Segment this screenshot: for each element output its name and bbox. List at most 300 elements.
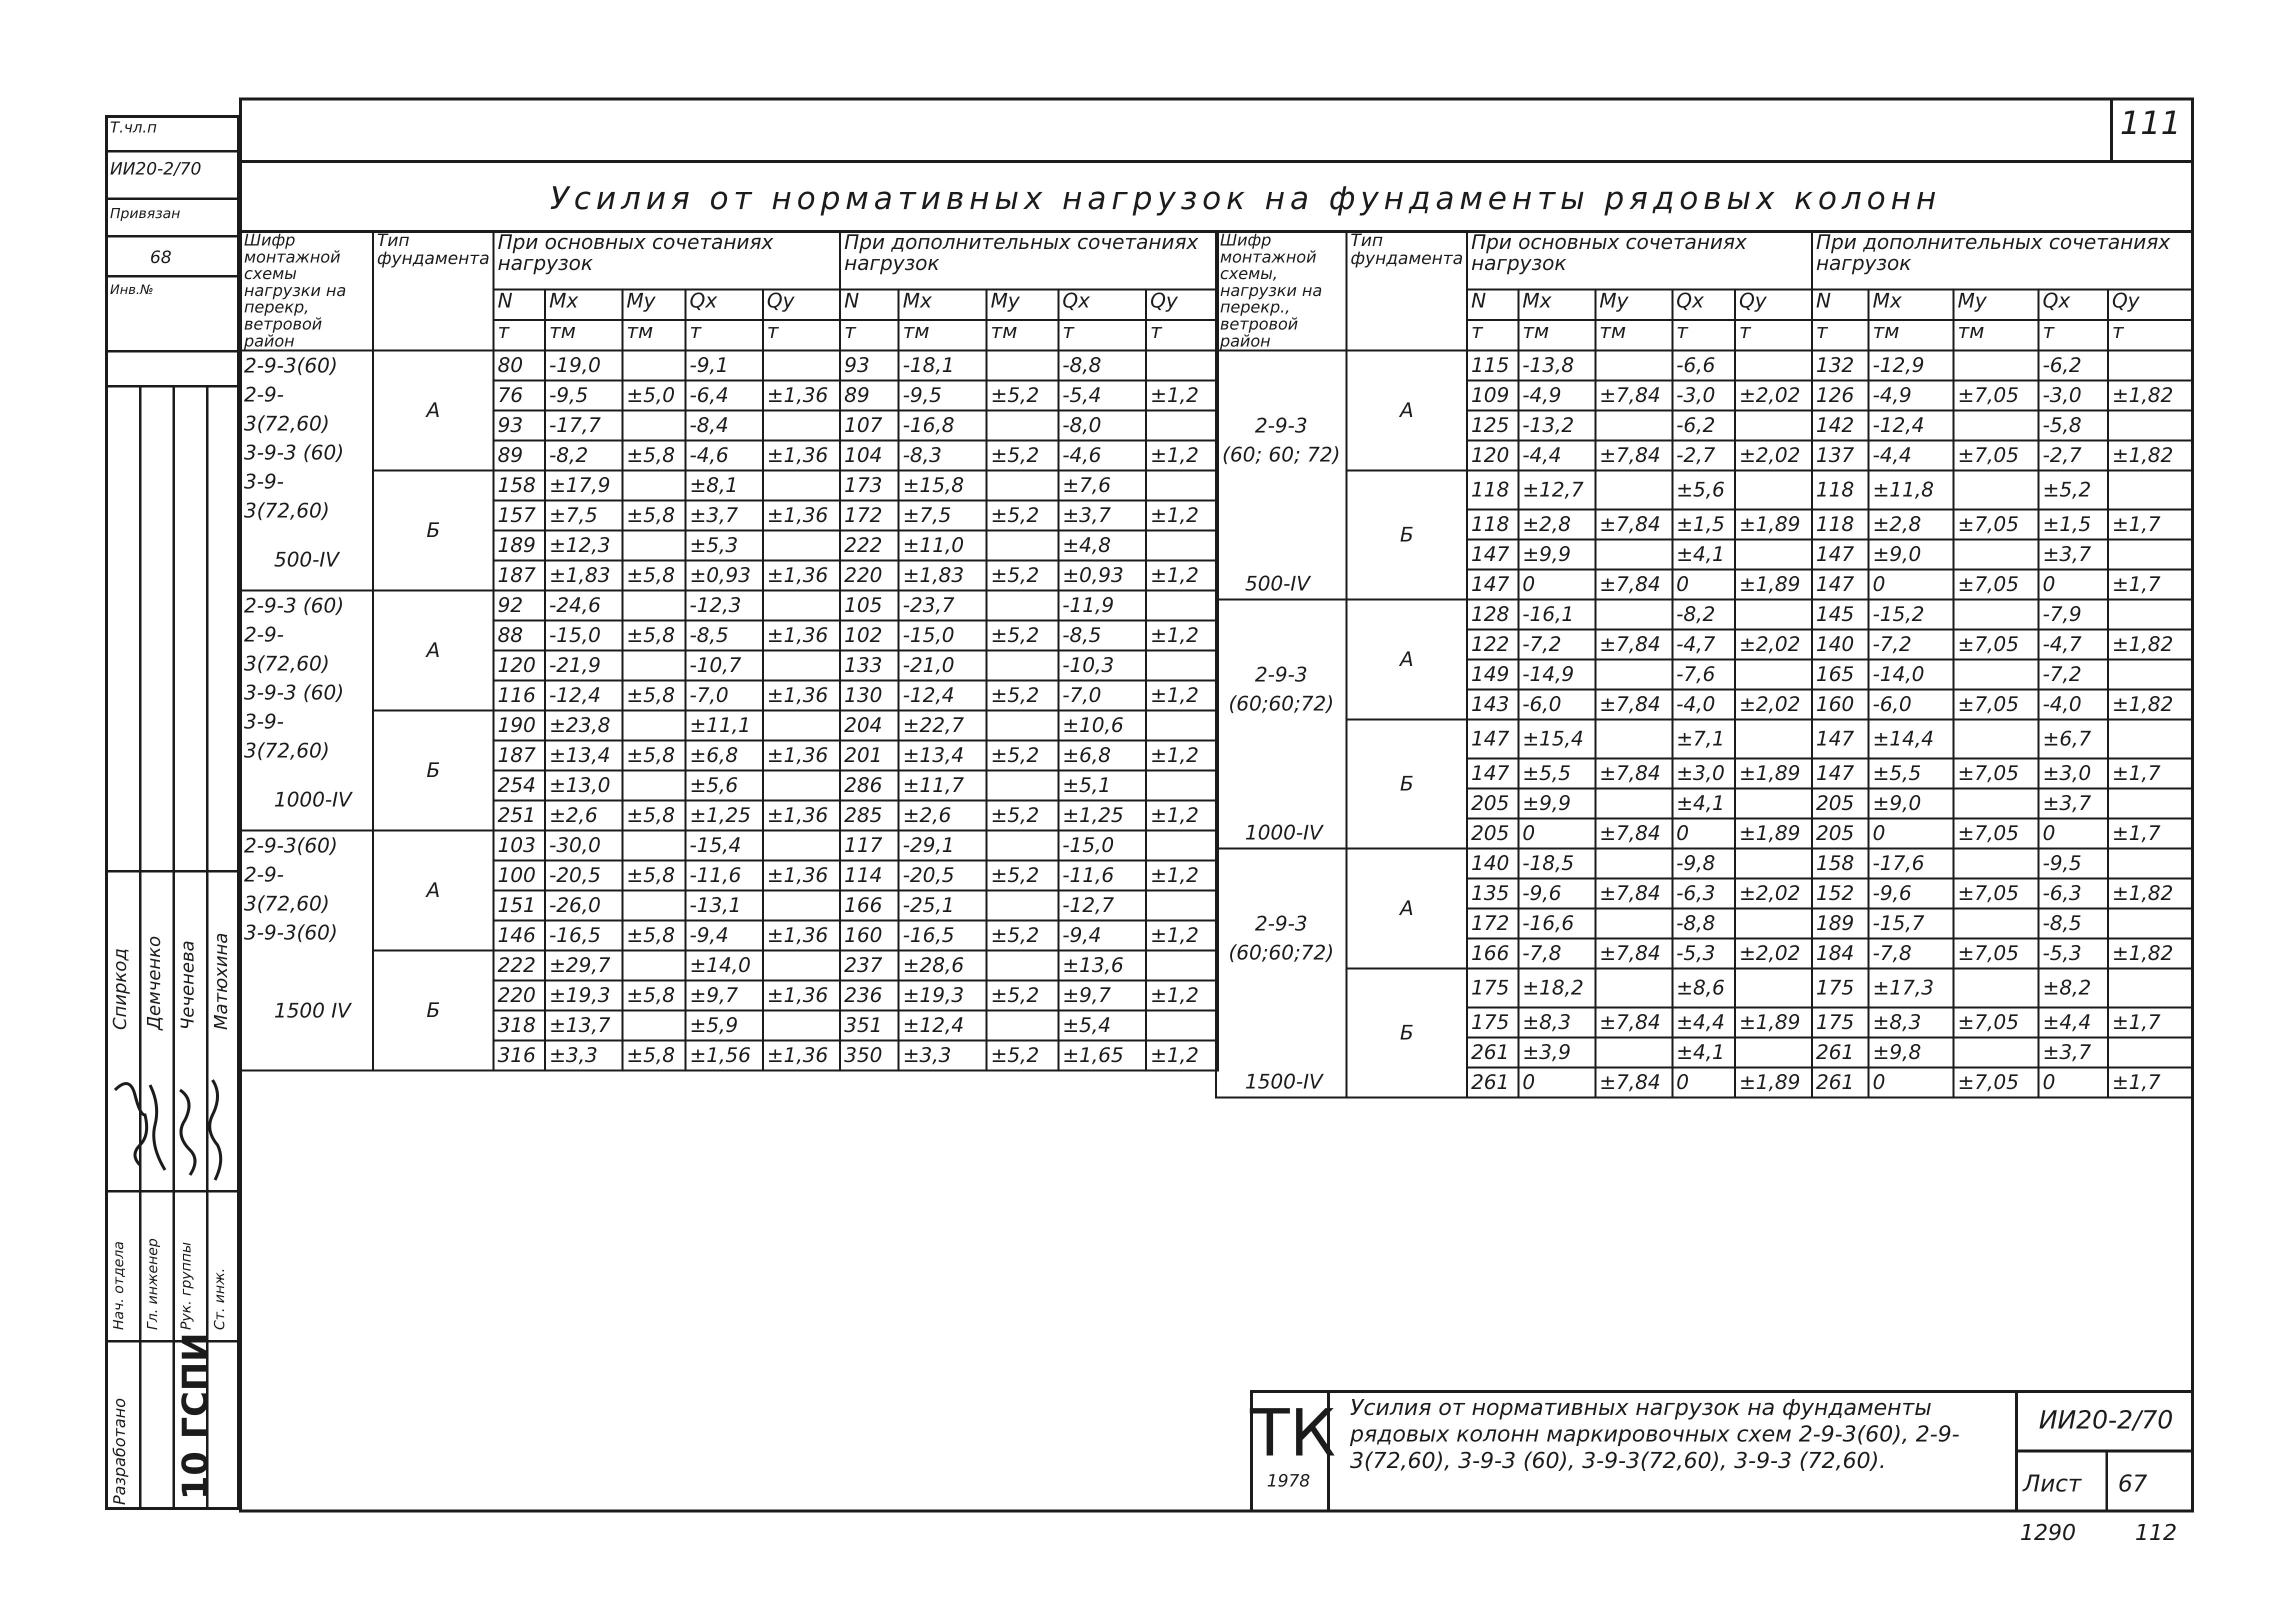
value-cell: -6,2 bbox=[2038, 350, 2108, 380]
value-cell: ±1,7 bbox=[2108, 1008, 2193, 1038]
value-cell: 285 bbox=[840, 800, 898, 830]
value-cell: ±13,7 bbox=[545, 1010, 622, 1040]
value-cell: ±1,7 bbox=[2108, 1068, 2193, 1098]
shifr-line: 2-9-3(72,60) bbox=[244, 864, 330, 916]
value-cell: -6,0 bbox=[1868, 690, 1954, 720]
value-cell: ±1,2 bbox=[1146, 980, 1218, 1010]
value-cell: ±7,05 bbox=[1954, 1068, 2038, 1098]
value-cell bbox=[2108, 848, 2193, 878]
value-cell: 0 bbox=[1672, 570, 1736, 600]
value-cell: ±5,8 bbox=[622, 440, 686, 470]
margin-line-5: Инв.№ bbox=[110, 282, 154, 298]
foundation-type-cell: Б bbox=[373, 470, 494, 590]
value-cell: ±1,36 bbox=[763, 860, 840, 890]
value-cell: ±5,5 bbox=[1518, 758, 1596, 788]
value-cell: ±5,2 bbox=[986, 680, 1058, 710]
value-cell: -19,0 bbox=[545, 350, 622, 380]
value-cell: ±5,2 bbox=[986, 380, 1058, 410]
value-cell: ±18,2 bbox=[1518, 968, 1596, 1008]
col-header-shifr: Шифр монтажной схемы, нагрузки на перекр., ветровой район bbox=[1216, 231, 1346, 350]
value-cell: ±1,36 bbox=[763, 740, 840, 770]
value-cell: -14,0 bbox=[1868, 660, 1954, 690]
col-header: Qx bbox=[1672, 290, 1736, 320]
value-cell: 172 bbox=[840, 500, 898, 530]
value-cell: ±17,9 bbox=[545, 470, 622, 500]
value-cell: 147 bbox=[1467, 540, 1518, 570]
value-cell bbox=[1735, 600, 1812, 630]
value-cell: ±5,6 bbox=[1672, 470, 1736, 510]
col-header: My bbox=[1596, 290, 1672, 320]
value-cell bbox=[1735, 540, 1812, 570]
value-cell: ±1,2 bbox=[1146, 620, 1218, 650]
value-cell bbox=[986, 410, 1058, 440]
value-cell: ±5,8 bbox=[622, 500, 686, 530]
value-cell: 135 bbox=[1467, 878, 1518, 908]
shifr-top bbox=[1220, 660, 1342, 718]
value-cell: -13,1 bbox=[686, 890, 763, 920]
value-cell bbox=[763, 590, 840, 620]
value-cell: ±7,84 bbox=[1596, 758, 1672, 788]
value-cell: 201 bbox=[840, 740, 898, 770]
shifr-line: 3-9-3 (60) bbox=[244, 442, 344, 465]
value-cell: -6,3 bbox=[1672, 878, 1736, 908]
value-cell: ±15,4 bbox=[1518, 720, 1596, 758]
value-cell: 149 bbox=[1467, 660, 1518, 690]
value-cell bbox=[1735, 470, 1812, 510]
value-cell: -8,0 bbox=[1058, 410, 1146, 440]
value-cell: 350 bbox=[840, 1040, 898, 1070]
col-header: N bbox=[1467, 290, 1518, 320]
value-cell: ±2,02 bbox=[1735, 938, 1812, 968]
value-cell: -7,6 bbox=[1672, 660, 1736, 690]
value-cell bbox=[763, 1010, 840, 1040]
value-cell bbox=[1954, 908, 2038, 938]
role-label: Разработано bbox=[110, 1398, 129, 1505]
value-cell: -9,6 bbox=[1868, 878, 1954, 908]
value-cell bbox=[1954, 540, 2038, 570]
shifr-cell bbox=[1216, 600, 1346, 848]
sheet-no-cell bbox=[2110, 98, 2113, 162]
unit-header: т bbox=[1058, 320, 1146, 350]
value-cell: ±5,2 bbox=[2038, 470, 2108, 510]
value-cell: ±8,1 bbox=[686, 470, 763, 500]
value-cell: ±8,3 bbox=[1518, 1008, 1596, 1038]
value-cell: ±5,2 bbox=[986, 860, 1058, 890]
value-cell: ±5,2 bbox=[986, 620, 1058, 650]
value-cell bbox=[2108, 470, 2193, 510]
value-cell bbox=[1954, 848, 2038, 878]
name-label: Чеченева bbox=[178, 940, 198, 1030]
value-cell: ±3,0 bbox=[1672, 758, 1736, 788]
value-cell bbox=[763, 890, 840, 920]
value-cell: -17,7 bbox=[545, 410, 622, 440]
value-cell: ±1,82 bbox=[2108, 440, 2193, 470]
value-cell: ±11,7 bbox=[898, 770, 986, 800]
value-cell bbox=[622, 950, 686, 980]
value-cell: ±7,84 bbox=[1596, 380, 1672, 410]
document-code: ИИ20-2/70 bbox=[2015, 1390, 2194, 1452]
col-header: My bbox=[1954, 290, 2038, 320]
unit-header: тм bbox=[986, 320, 1058, 350]
value-cell: 189 bbox=[494, 530, 545, 560]
value-cell bbox=[1735, 788, 1812, 818]
value-cell: -7,8 bbox=[1868, 938, 1954, 968]
col-header: Mx bbox=[545, 290, 622, 320]
value-cell: ±5,2 bbox=[986, 1040, 1058, 1070]
value-cell bbox=[1735, 908, 1812, 938]
value-cell: -6,0 bbox=[1518, 690, 1596, 720]
col-header-tip: Тип фундамента bbox=[1346, 231, 1467, 350]
value-cell: 205 bbox=[1812, 788, 1868, 818]
value-cell bbox=[1954, 720, 2038, 758]
value-cell: -23,7 bbox=[898, 590, 986, 620]
value-cell: ±5,2 bbox=[986, 500, 1058, 530]
value-cell: -2,7 bbox=[1672, 440, 1736, 470]
col-header: Mx bbox=[1868, 290, 1954, 320]
value-cell: ±2,02 bbox=[1735, 690, 1812, 720]
margin-divider bbox=[105, 150, 240, 152]
value-cell: ±2,02 bbox=[1735, 380, 1812, 410]
title-divider bbox=[239, 160, 2194, 163]
unit-header: тм bbox=[1954, 320, 2038, 350]
shifr-line: 1000-IV bbox=[274, 788, 352, 812]
foundation-type-cell: Б bbox=[373, 950, 494, 1070]
value-cell: 165 bbox=[1812, 660, 1868, 690]
value-cell: 187 bbox=[494, 740, 545, 770]
value-cell: ±12,4 bbox=[898, 1010, 986, 1040]
value-cell: -9,5 bbox=[898, 380, 986, 410]
value-cell: ±9,9 bbox=[1518, 540, 1596, 570]
value-cell: 236 bbox=[840, 980, 898, 1010]
value-cell: -7,2 bbox=[2038, 660, 2108, 690]
name-label: Демченко bbox=[144, 936, 164, 1030]
value-cell: 152 bbox=[1812, 878, 1868, 908]
value-cell: 351 bbox=[840, 1010, 898, 1040]
value-cell: 175 bbox=[1467, 1008, 1518, 1038]
value-cell: ±10,6 bbox=[1058, 710, 1146, 740]
shifr-line bbox=[244, 948, 369, 976]
unit-header: т bbox=[840, 320, 898, 350]
value-cell: 151 bbox=[494, 890, 545, 920]
value-cell: ±5,8 bbox=[622, 980, 686, 1010]
value-cell: 146 bbox=[494, 920, 545, 950]
value-cell: -8,2 bbox=[545, 440, 622, 470]
value-cell: ±14,4 bbox=[1868, 720, 1954, 758]
value-cell: -12,4 bbox=[898, 680, 986, 710]
shifr-top bbox=[1220, 910, 1342, 968]
role-label: Рук. группы bbox=[178, 1242, 194, 1330]
value-cell: 128 bbox=[1467, 600, 1518, 630]
value-cell: 147 bbox=[1467, 758, 1518, 788]
value-cell: 175 bbox=[1812, 1008, 1868, 1038]
value-cell: ±7,05 bbox=[1954, 758, 2038, 788]
shifr-line: 2-9-3(72,60) bbox=[244, 624, 330, 676]
value-cell bbox=[1735, 848, 1812, 878]
value-cell: 114 bbox=[840, 860, 898, 890]
value-cell: -6,3 bbox=[2038, 878, 2108, 908]
value-cell: ±13,4 bbox=[898, 740, 986, 770]
value-cell: -12,9 bbox=[1868, 350, 1954, 380]
value-cell: 147 bbox=[1467, 720, 1518, 758]
value-cell: -18,5 bbox=[1518, 848, 1596, 878]
value-cell: 318 bbox=[494, 1010, 545, 1040]
value-cell: ±6,8 bbox=[686, 740, 763, 770]
value-cell bbox=[1735, 720, 1812, 758]
value-cell: ±17,3 bbox=[1868, 968, 1954, 1008]
value-cell: ±14,0 bbox=[686, 950, 763, 980]
value-cell: 204 bbox=[840, 710, 898, 740]
unit-header: т bbox=[763, 320, 840, 350]
value-cell: ±7,05 bbox=[1954, 690, 2038, 720]
value-cell: 93 bbox=[840, 350, 898, 380]
value-cell: 173 bbox=[840, 470, 898, 500]
foundation-type-cell: Б bbox=[1346, 470, 1467, 600]
value-cell: ±23,8 bbox=[545, 710, 622, 740]
value-cell: ±3,3 bbox=[898, 1040, 986, 1070]
value-cell: ±19,3 bbox=[545, 980, 622, 1010]
value-cell bbox=[1954, 600, 2038, 630]
foundation-type-cell: А bbox=[1346, 350, 1467, 470]
value-cell: 160 bbox=[1812, 690, 1868, 720]
value-cell: 130 bbox=[840, 680, 898, 710]
value-cell: ±7,05 bbox=[1954, 1008, 2038, 1038]
value-cell: ±9,0 bbox=[1868, 788, 1954, 818]
value-cell: ±3,7 bbox=[1058, 500, 1146, 530]
value-cell: -10,3 bbox=[1058, 650, 1146, 680]
value-cell: ±7,84 bbox=[1596, 440, 1672, 470]
value-cell bbox=[2108, 600, 2193, 630]
value-cell bbox=[622, 350, 686, 380]
value-cell: 88 bbox=[494, 620, 545, 650]
value-cell: ±5,8 bbox=[622, 680, 686, 710]
value-cell: ±5,8 bbox=[622, 800, 686, 830]
value-cell: ±5,2 bbox=[986, 920, 1058, 950]
value-cell: ±9,0 bbox=[1868, 540, 1954, 570]
value-cell: -16,5 bbox=[545, 920, 622, 950]
value-cell: ±4,4 bbox=[2038, 1008, 2108, 1038]
value-cell bbox=[2108, 540, 2193, 570]
shifr-line: 2-9-3 bbox=[1254, 912, 1308, 936]
value-cell: 261 bbox=[1467, 1038, 1518, 1068]
value-cell: ±1,7 bbox=[2108, 570, 2193, 600]
value-cell: 166 bbox=[840, 890, 898, 920]
value-cell bbox=[1596, 350, 1672, 380]
value-cell: -9,4 bbox=[1058, 920, 1146, 950]
value-cell: 0 bbox=[1518, 570, 1596, 600]
value-cell: ±7,05 bbox=[1954, 878, 2038, 908]
col-header: Qy bbox=[763, 290, 840, 320]
margin-line-3: Привязан bbox=[110, 205, 180, 222]
value-cell: -7,8 bbox=[1518, 938, 1596, 968]
value-cell: -20,5 bbox=[898, 860, 986, 890]
value-cell: ±3,7 bbox=[2038, 788, 2108, 818]
value-cell: ±7,84 bbox=[1596, 510, 1672, 540]
value-cell: ±5,2 bbox=[986, 560, 1058, 590]
value-cell bbox=[1954, 968, 2038, 1008]
col-header: N bbox=[1812, 290, 1868, 320]
value-cell: ±5,3 bbox=[686, 530, 763, 560]
value-cell bbox=[763, 950, 840, 980]
value-cell: 222 bbox=[840, 530, 898, 560]
value-cell: 147 bbox=[1812, 720, 1868, 758]
value-cell: -4,9 bbox=[1868, 380, 1954, 410]
value-cell bbox=[1596, 660, 1672, 690]
value-cell bbox=[1596, 788, 1672, 818]
value-cell: 142 bbox=[1812, 410, 1868, 440]
value-cell bbox=[2108, 788, 2193, 818]
value-cell bbox=[2108, 350, 2193, 380]
value-cell: ±6,8 bbox=[1058, 740, 1146, 770]
value-cell: -17,6 bbox=[1868, 848, 1954, 878]
value-cell: ±1,36 bbox=[763, 920, 840, 950]
margin-line-2: ИИ20-2/70 bbox=[110, 159, 202, 179]
value-cell: ±5,2 bbox=[986, 440, 1058, 470]
value-cell: -3,0 bbox=[1672, 380, 1736, 410]
value-cell: 117 bbox=[840, 830, 898, 860]
value-cell: -8,2 bbox=[1672, 600, 1736, 630]
value-cell: ±19,3 bbox=[898, 980, 986, 1010]
shifr-top bbox=[1220, 412, 1342, 470]
value-cell: ±1,2 bbox=[1146, 500, 1218, 530]
value-cell: ±3,7 bbox=[686, 500, 763, 530]
value-cell: 166 bbox=[1467, 938, 1518, 968]
col-header: Qx bbox=[1058, 290, 1146, 320]
unit-header: т bbox=[1146, 320, 1218, 350]
value-cell bbox=[1735, 660, 1812, 690]
value-cell: 172 bbox=[1467, 908, 1518, 938]
value-cell: ±3,3 bbox=[545, 1040, 622, 1070]
shifr-cell bbox=[1216, 350, 1346, 600]
value-cell bbox=[1596, 968, 1672, 1008]
value-cell: -3,0 bbox=[2038, 380, 2108, 410]
value-cell bbox=[1596, 600, 1672, 630]
value-cell: ±12,7 bbox=[1518, 470, 1596, 510]
value-cell: ±1,89 bbox=[1735, 818, 1812, 848]
table-row bbox=[240, 950, 1218, 980]
value-cell bbox=[622, 890, 686, 920]
shifr-bottom: 500-IV bbox=[1245, 572, 1310, 596]
value-cell bbox=[763, 650, 840, 680]
value-cell: ±5,0 bbox=[622, 380, 686, 410]
value-cell: ±7,6 bbox=[1058, 470, 1146, 500]
title-block-description: Усилия от нормативных нагрузок на фундаменты рядовых колонн маркировочных схем 2-9-3(60), 2-9-3(72,60), 3-9-3 (60), 3-9-3(72,60), 3-9-3 (72,60). bbox=[1350, 1395, 1960, 1474]
value-cell bbox=[2108, 720, 2193, 758]
table-row bbox=[240, 350, 1218, 380]
value-cell: ±22,7 bbox=[898, 710, 986, 740]
value-cell bbox=[763, 770, 840, 800]
value-cell: 105 bbox=[840, 590, 898, 620]
shifr-line: 3-9-3(60) bbox=[244, 922, 338, 945]
value-cell: ±1,36 bbox=[763, 1040, 840, 1070]
unit-header: т bbox=[2038, 320, 2108, 350]
value-cell: ±5,2 bbox=[986, 980, 1058, 1010]
unit-header: т bbox=[1672, 320, 1736, 350]
value-cell: 0 bbox=[1518, 1068, 1596, 1098]
value-cell: -9,1 bbox=[686, 350, 763, 380]
value-cell: -16,5 bbox=[898, 920, 986, 950]
value-cell: -10,7 bbox=[686, 650, 763, 680]
col-header: N bbox=[494, 290, 545, 320]
value-cell: ±2,02 bbox=[1735, 878, 1812, 908]
value-cell: ±8,2 bbox=[2038, 968, 2108, 1008]
value-cell bbox=[1146, 410, 1218, 440]
shifr-cell bbox=[240, 830, 373, 1070]
value-cell: 147 bbox=[1812, 758, 1868, 788]
value-cell: ±1,36 bbox=[763, 380, 840, 410]
foundation-type-cell: А bbox=[373, 830, 494, 950]
value-cell: ±1,36 bbox=[763, 440, 840, 470]
foundation-type-cell: Б bbox=[1346, 720, 1467, 848]
value-cell bbox=[1735, 350, 1812, 380]
value-cell: 190 bbox=[494, 710, 545, 740]
value-cell: 261 bbox=[1812, 1038, 1868, 1068]
shifr-line: 3-9-3(72,60) bbox=[244, 470, 330, 523]
role-label: Нач. отдела bbox=[110, 1241, 126, 1330]
value-cell: 220 bbox=[840, 560, 898, 590]
value-cell bbox=[622, 1010, 686, 1040]
unit-header: т bbox=[494, 320, 545, 350]
shifr-bottom: 1000-IV bbox=[1245, 822, 1323, 845]
value-cell: -4,9 bbox=[1518, 380, 1596, 410]
value-cell: ±1,36 bbox=[763, 800, 840, 830]
value-cell bbox=[1735, 1038, 1812, 1068]
unit-header: тм bbox=[1868, 320, 1954, 350]
value-cell: -4,7 bbox=[2038, 630, 2108, 660]
value-cell: ±5,8 bbox=[622, 560, 686, 590]
value-cell: 175 bbox=[1467, 968, 1518, 1008]
value-cell: 158 bbox=[1812, 848, 1868, 878]
margin-divider bbox=[105, 198, 240, 200]
role-label: Ст. инж. bbox=[211, 1268, 228, 1330]
value-cell bbox=[1954, 410, 2038, 440]
value-cell bbox=[1146, 770, 1218, 800]
value-cell: 0 bbox=[1672, 1068, 1736, 1098]
shifr-line: 2-9-3(60) bbox=[244, 834, 338, 858]
value-cell: -8,3 bbox=[898, 440, 986, 470]
value-cell bbox=[986, 950, 1058, 980]
value-cell: 187 bbox=[494, 560, 545, 590]
shifr-line: 3-9-3 (60) bbox=[244, 682, 344, 705]
value-cell: -9,6 bbox=[1518, 878, 1596, 908]
value-cell: -5,4 bbox=[1058, 380, 1146, 410]
value-cell bbox=[1146, 530, 1218, 560]
value-cell: ±4,1 bbox=[1672, 1038, 1736, 1068]
value-cell: ±1,25 bbox=[686, 800, 763, 830]
margin-divider bbox=[139, 385, 142, 1510]
value-cell: 118 bbox=[1467, 510, 1518, 540]
value-cell: -2,7 bbox=[2038, 440, 2108, 470]
value-cell bbox=[1954, 788, 2038, 818]
value-cell: -11,6 bbox=[686, 860, 763, 890]
value-cell: -12,3 bbox=[686, 590, 763, 620]
value-cell bbox=[986, 770, 1058, 800]
value-cell bbox=[763, 470, 840, 500]
value-cell: 261 bbox=[1467, 1068, 1518, 1098]
value-cell: ±1,5 bbox=[2038, 510, 2108, 540]
value-cell bbox=[763, 530, 840, 560]
value-cell: -16,8 bbox=[898, 410, 986, 440]
value-cell: ±4,1 bbox=[1672, 540, 1736, 570]
value-cell: 158 bbox=[494, 470, 545, 500]
value-cell bbox=[1146, 590, 1218, 620]
col-header: My bbox=[986, 290, 1058, 320]
value-cell: ±5,4 bbox=[1058, 1010, 1146, 1040]
value-cell: -9,8 bbox=[1672, 848, 1736, 878]
value-cell: ±11,1 bbox=[686, 710, 763, 740]
value-cell: ±7,5 bbox=[545, 500, 622, 530]
value-cell: 89 bbox=[494, 440, 545, 470]
value-cell: ±13,6 bbox=[1058, 950, 1146, 980]
